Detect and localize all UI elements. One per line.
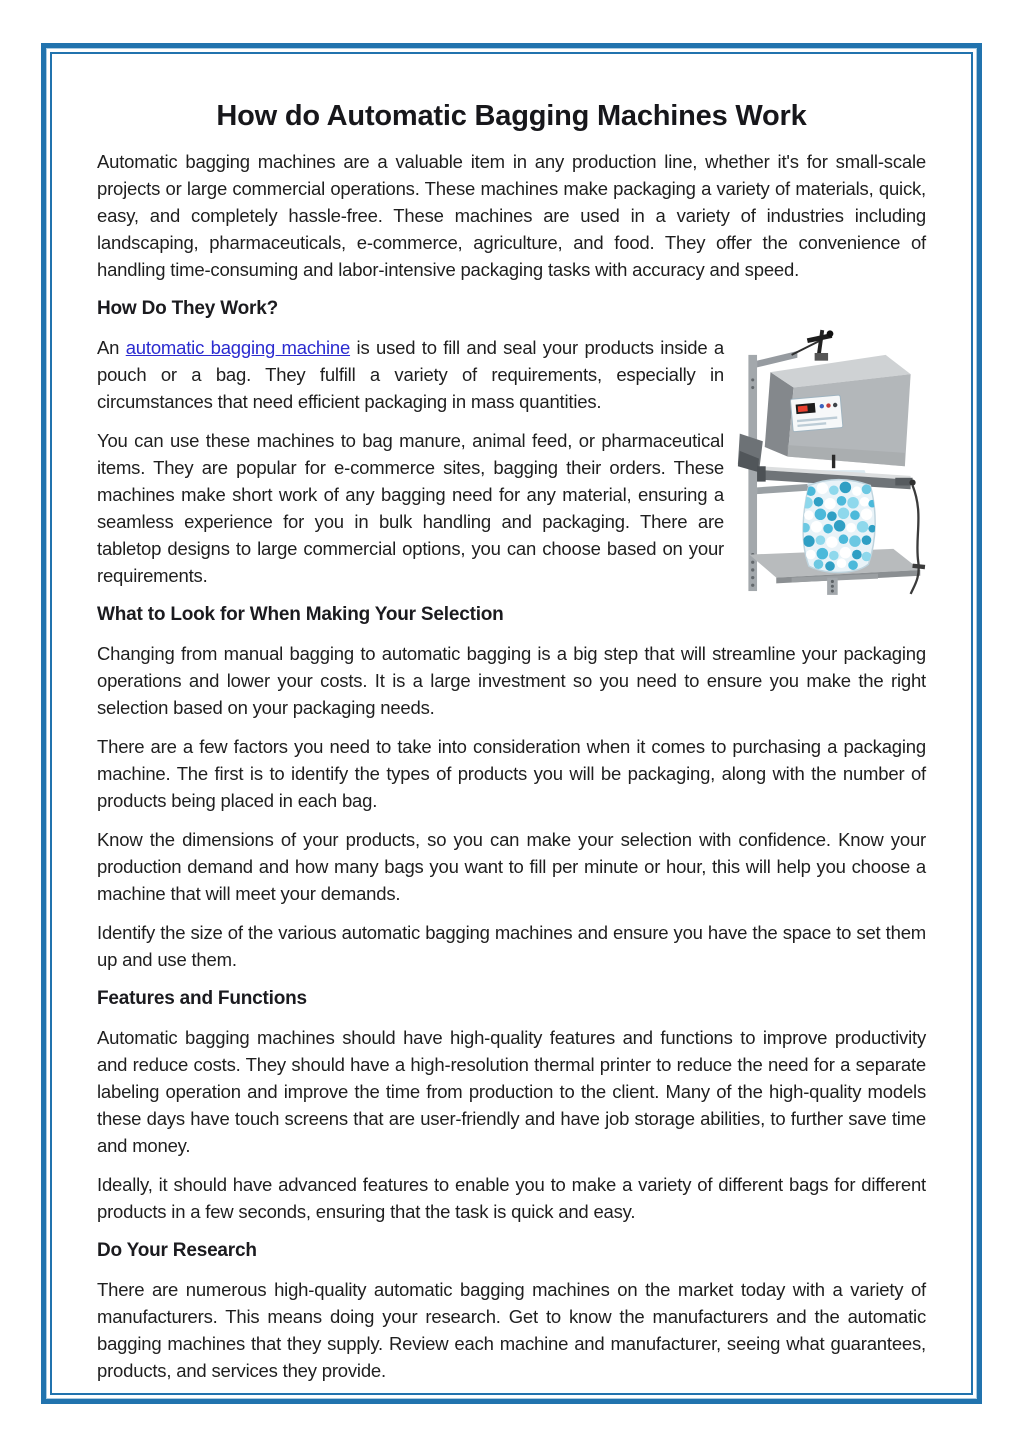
stand-post — [827, 578, 838, 595]
body-paragraph: You can use these machines to bag manure, animal feed, or pharmaceutical items. They are popular for e-commerce sites, bagging their orders. These machines make short work of any bagging need for any material, ensuring a seamless experience for you in bulk handling and packaging. There are tabletop designs to large commercial options, you can choose based on your requirements. — [97, 430, 724, 586]
body-paragraph: Changing from manual bagging to automatic bagging is a big step that will streamline your packaging operations and lower your costs. It is a large investment so you need to ensure you make the right selection based on your packaging needs. — [97, 643, 926, 718]
page-border-frame — [41, 43, 982, 1404]
automatic-bagging-machine-photo — [734, 326, 926, 595]
body-paragraph: There are numerous high-quality automatic bagging machines on the market today with a variety of manufacturers. This means doing your research. Get to know the manufacturers and the automatic bagging machines that they supply. Review each machine and manufacturer, seeing what guarantees, products, and services they provide. — [97, 1279, 926, 1381]
body-paragraph: There are a few factors you need to take into consideration when it comes to purchasing a packaging machine. The first is to identify the types of products you will be packaging, along with the number of products being placed in each bag. — [97, 736, 926, 811]
body-paragraph: Identify the size of the various automatic bagging machines and ensure you have the space to set them up and use them. — [97, 922, 926, 970]
section-heading-research: Do Your Research — [97, 1240, 257, 1261]
paragraph-with-link — [97, 334, 926, 415]
control-panel — [790, 395, 843, 432]
intro-paragraph: Automatic bagging machines are a valuable item in any production line, whether it's for small-scale projects or large commercial operations. These machines make packaging a variety of materials, quick, easy, and completely hassle-free. These machines are used in a variety of industries including landscaping, pharmaceuticals, e-commerce, agriculture, and food. They offer the convenience of handling time-consuming and labor-intensive packaging tasks with accuracy and speed. — [97, 151, 926, 280]
body-paragraph: Automatic bagging machines should have high-quality features and functions to improve productivity and reduce costs. They should have a high-resolution thermal printer to reduce the need for a separate labeling operation and improve the time from production to the client. Many of the high-quality models these days have touch screens that are user-friendly and have job storage abilities, to further save time and money. — [97, 1027, 926, 1156]
article-content — [52, 54, 971, 1393]
body-paragraph: Know the dimensions of your products, so you can make your selection with confidence. Know your production demand and how many bags you want to fill per minute or hour, this will help you choose a machine that will meet your demands. — [97, 829, 926, 904]
link-paragraph-suffix: is used to fill and seal your products inside a pouch or a bag. They fulfill a variety of requirements, especially in circumstances that need efficient packaging in mass quantities. — [97, 337, 724, 412]
body-paragraph: Ideally, it should have advanced features to enable you to make a variety of different bags for different products in a few seconds, ensuring that the task is quick and easy. — [97, 1174, 926, 1222]
section-heading-selection: What to Look for When Making Your Selection — [97, 604, 504, 625]
product-bag — [800, 480, 876, 573]
power-cable — [911, 485, 919, 593]
section-heading-how-do-they-work: How Do They Work? — [97, 298, 278, 319]
article-title: How do Automatic Bagging Machines Work — [216, 100, 807, 132]
section-heading-features: Features and Functions — [97, 988, 307, 1009]
link-paragraph-prefix: An — [97, 337, 126, 358]
article-image — [734, 326, 926, 595]
automatic-bagging-machine-link[interactable]: automatic bagging machine — [125, 337, 351, 358]
